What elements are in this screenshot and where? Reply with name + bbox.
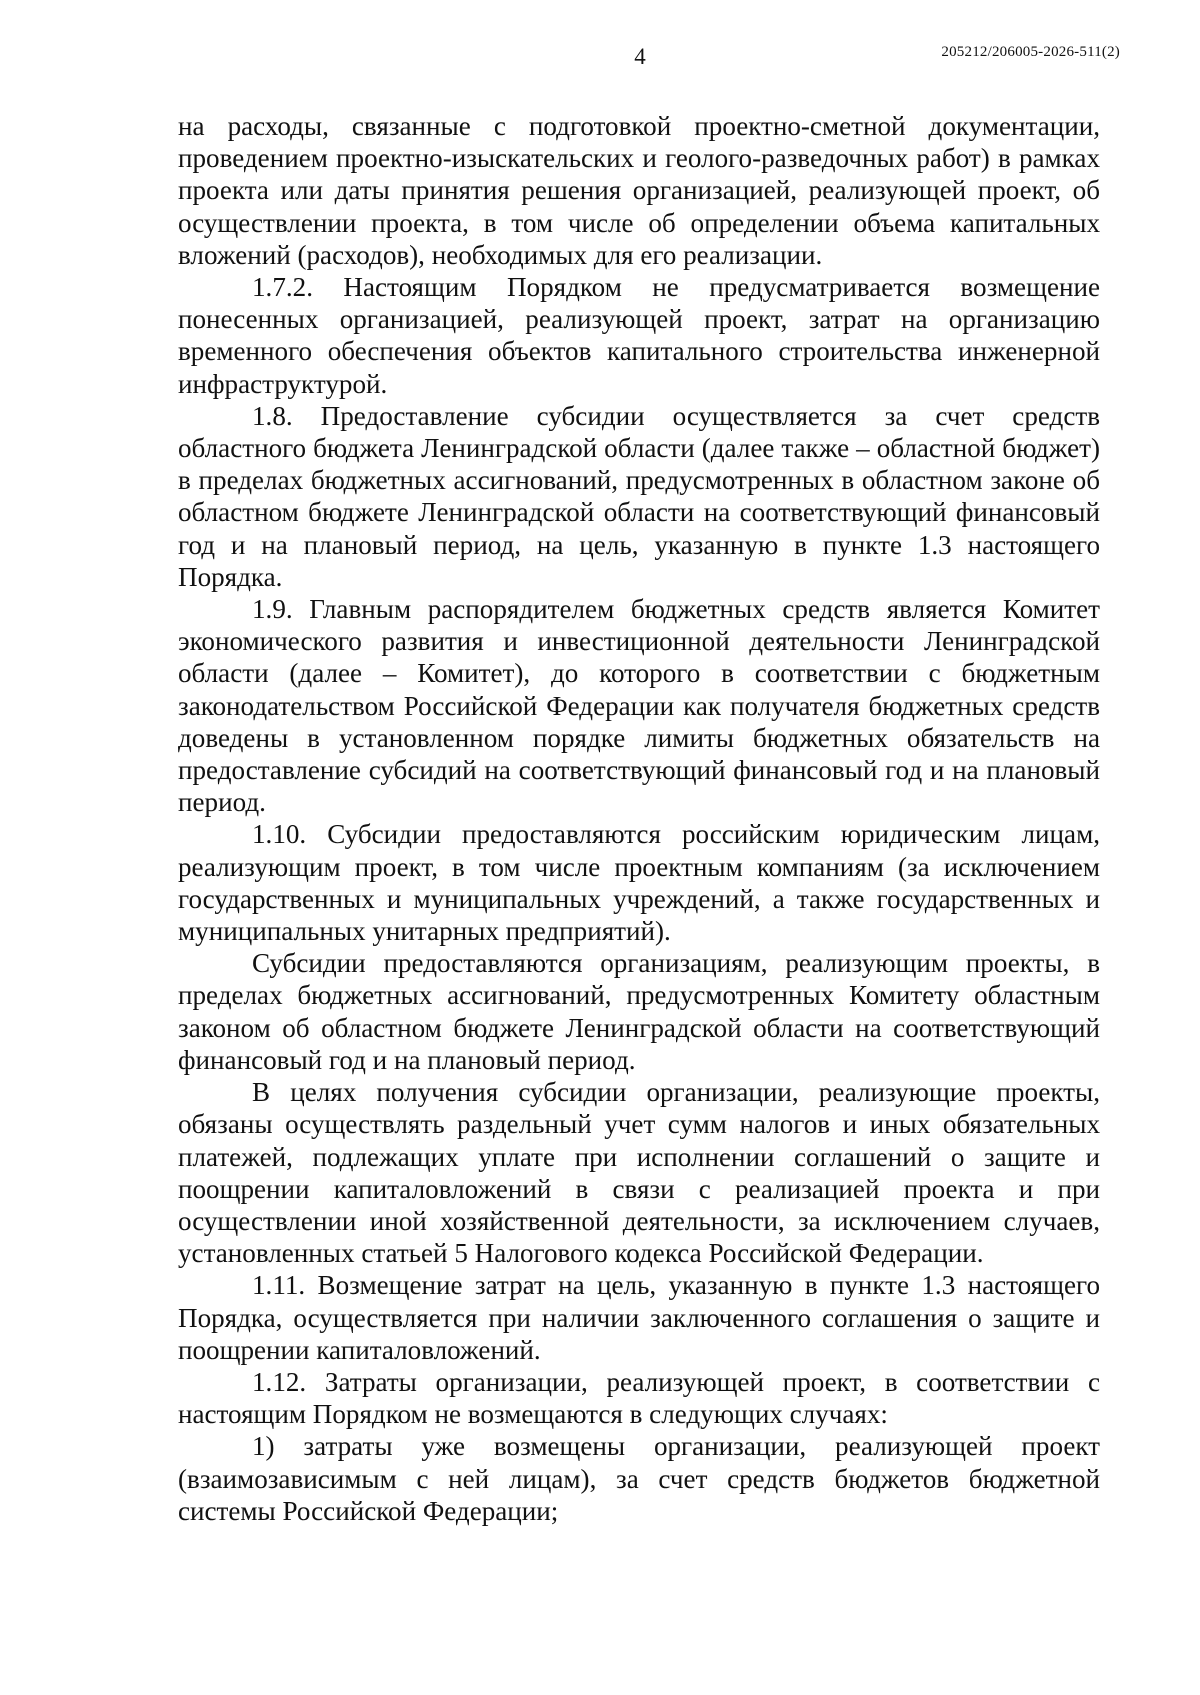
paragraph-subsidies: Субсидии предоставляются организациям, реализующим проекты, в пределах бюджетных ассигнований, предусмотренных Комитету областным законом об областном бюджете Ленинградской области на соответствующий финансовый год и на плановый период. bbox=[178, 948, 1100, 1075]
paragraph-1-10: 1.10. Субсидии предоставляются российским юридическим лицам, реализующим проект, в том числе проектным компаниям (за исключением государственных и муниципальных учреждений, а также государственных и муниципальных унитарных предприятий). bbox=[178, 819, 1100, 947]
paragraph-1-7-2: 1.7.2. Настоящим Порядком не предусматривается возмещение понесенных организацией, реализующей проект, затрат на организацию временного обеспечения объектов капитального строительства инженерной инфраструктурой. bbox=[178, 272, 1100, 399]
paragraph-1-12: 1.12. Затраты организации, реализующей проект, в соответствии с настоящим Порядком не возмещаются в следующих случаях: bbox=[178, 1366, 1100, 1430]
document-body bbox=[178, 110, 1100, 1527]
list-item-1: 1) затраты уже возмещены организации, реализующей проект (взаимозависимым с ней лицам), за счет средств бюджетов бюджетной системы Российской Федерации; bbox=[178, 1431, 1100, 1526]
document-id: 205212/206005-2026-511(2) bbox=[941, 44, 1120, 60]
paragraph-1-11: 1.11. Возмещение затрат на цель, указанную в пункте 1.3 настоящего Порядка, осуществляется при наличии заключенного соглашения о защите и поощрении капиталовложений. bbox=[178, 1270, 1100, 1365]
paragraph-separate-accounting: В целях получения субсидии организации, реализующие проекты, обязаны осуществлять раздельный учет сумм налогов и иных обязательных платежей, подлежащих уплате при исполнении соглашений о защите и поощрении капиталовложений в связи с реализацией проекта и при осуществлении иной хозяйственной деятельности, за исключением случаев, установленных статьей 5 Налогового кодекса Российской Федерации. bbox=[178, 1077, 1100, 1269]
paragraph-1-8: 1.8. Предоставление субсидии осуществляется за счет средств областного бюджета Ленинградской области (далее также – областной бюджет) в пределах бюджетных ассигнований, предусмотренных в областном законе об областном бюджете Ленинградской области на соответствующий финансовый год и на плановый период, на цель, указанную в пункте 1.3 настоящего Порядка. bbox=[178, 400, 1100, 592]
paragraph-1-9: 1.9. Главным распорядителем бюджетных средств является Комитет экономического развития и инвестиционной деятельности Ленинградской области (далее – Комитет), до которого в соответствии с бюджетным законодательством Российской Федерации как получателя бюджетных средств доведены в установленном порядке лимиты бюджетных обязательств на предоставление субсидий на соответствующий финансовый год и на плановый период. bbox=[178, 594, 1100, 818]
page-number: 4 bbox=[634, 44, 646, 69]
paragraph-1: на расходы, связанные с подготовкой проектно-сметной документации, проведением проектно-изыскательских и геолого-разведочных работ) в рамках проекта или даты принятия решения организацией, реализующей проект, об осуществлении проекта, в том числе об определении объема капитальных вложений (расходов), необходимых для его реализации. bbox=[178, 111, 1100, 270]
